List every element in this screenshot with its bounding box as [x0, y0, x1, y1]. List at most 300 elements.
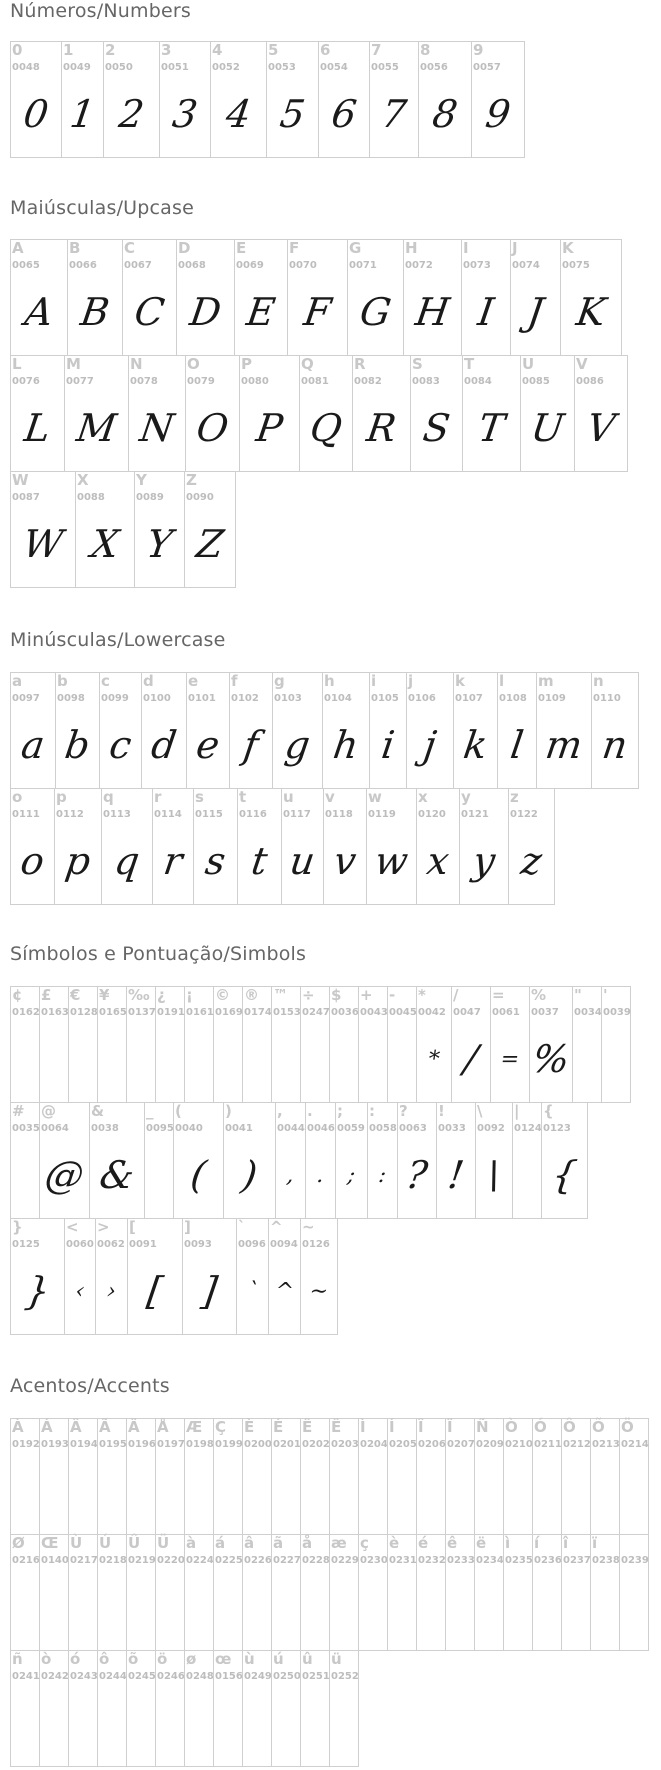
- glyph-row: [10, 1651, 649, 1767]
- glyph-sample: G: [357, 290, 394, 334]
- glyph-sample: ^: [273, 1278, 296, 1304]
- glyph-char-label: ": [574, 986, 582, 1004]
- glyph-cell: [39, 1102, 90, 1219]
- glyph-char-label: Ñ: [476, 1418, 489, 1436]
- glyph-cell: [186, 672, 230, 789]
- glyph-char-label: 7: [371, 41, 382, 59]
- glyph-char-label: 3: [161, 41, 172, 59]
- glyph-cell: [418, 41, 472, 158]
- glyph-sample: =: [499, 1046, 521, 1072]
- glyph-code-label: 0199: [215, 1439, 243, 1450]
- glyph-cell: [99, 672, 142, 789]
- glyph-sample: H: [412, 290, 453, 334]
- glyph-cell: [366, 788, 417, 905]
- glyph-row: [10, 789, 639, 905]
- glyph-cell: [185, 355, 240, 472]
- glyph-char-label: J: [512, 239, 518, 257]
- glyph-cell: [266, 41, 319, 158]
- glyph-char-label: Ê: [302, 1418, 313, 1436]
- glyph-code-label: 0126: [302, 1239, 330, 1250]
- glyph-cell: [520, 355, 575, 472]
- glyph-cell: [406, 672, 454, 789]
- glyph-char-label: å: [302, 1534, 313, 1552]
- glyph-char-label: _: [146, 1102, 154, 1120]
- glyph-cell: [89, 1102, 145, 1219]
- glyph-sample: M: [73, 406, 120, 450]
- glyph-char-label: ñ: [12, 1650, 23, 1668]
- glyph-code-label: 0089: [136, 492, 164, 503]
- glyph-cell: [471, 41, 525, 158]
- glyph-code-label: 0122: [510, 809, 538, 820]
- glyph-code-label: 0060: [66, 1239, 94, 1250]
- glyph-sample: Z: [193, 522, 227, 566]
- glyph-char-label: æ: [331, 1534, 347, 1552]
- glyph-cell: [127, 1218, 183, 1335]
- glyph-code-label: 0049: [63, 62, 91, 73]
- glyph-char-label: á: [215, 1534, 226, 1552]
- glyph-code-label: 0045: [389, 1007, 417, 1018]
- glyph-sample: 7: [378, 92, 410, 136]
- glyph-code-label: 0121: [461, 809, 489, 820]
- glyph-code-label: 0224: [186, 1555, 214, 1566]
- glyph-code-label: 0249: [244, 1671, 272, 1682]
- glyph-char-label: S: [412, 355, 423, 373]
- glyph-code-label: 0125: [12, 1239, 40, 1250]
- glyph-code-label: 0051: [161, 62, 189, 73]
- glyph-char-label: I: [463, 239, 469, 257]
- glyph-code-label: 0036: [331, 1007, 359, 1018]
- glyph-row: [10, 1219, 631, 1335]
- glyph-code-label: 0212: [563, 1439, 591, 1450]
- glyph-char-label: ,: [277, 1102, 283, 1120]
- glyph-sample: 8: [429, 92, 461, 136]
- glyph-sample: m: [542, 723, 586, 767]
- glyph-code-label: 0082: [354, 376, 382, 387]
- glyph-row: [10, 1535, 649, 1651]
- glyph-sample: Q: [307, 406, 345, 450]
- glyph-char-label: +: [360, 986, 373, 1004]
- glyph-code-label: 0191: [157, 1007, 185, 1018]
- glyph-char-label: Ç: [215, 1418, 227, 1436]
- glyph-sample: [: [144, 1269, 166, 1313]
- glyph-sample: :: [377, 1162, 388, 1188]
- glyph-sample: \: [484, 1153, 504, 1197]
- glyph-code-label: 0214: [621, 1439, 649, 1450]
- glyph-code-label: 0165: [99, 1007, 127, 1018]
- glyph-cell: [272, 672, 323, 789]
- glyph-cell: [459, 788, 509, 905]
- glyph-code-label: 0040: [175, 1123, 203, 1134]
- glyph-sample: *: [426, 1046, 442, 1072]
- glyph-char-label: Í: [389, 1418, 395, 1436]
- glyph-code-label: 0114: [154, 809, 182, 820]
- glyph-code-label: 0074: [512, 260, 540, 271]
- glyph-cell: [299, 355, 353, 472]
- glyph-sample: X: [88, 522, 122, 566]
- glyph-char-label: Q: [301, 355, 314, 373]
- glyph-char-label: À: [12, 1418, 24, 1436]
- glyph-code-label: 0075: [562, 260, 590, 271]
- glyph-sample: d: [148, 723, 180, 767]
- glyph-code-label: 0047: [453, 1007, 481, 1018]
- glyph-char-label: /: [453, 986, 459, 1004]
- glyph-char-label: $: [331, 986, 342, 1004]
- glyph-cell: [335, 1102, 368, 1219]
- glyph-sample: ): [238, 1153, 260, 1197]
- glyph-code-label: 0197: [157, 1439, 185, 1450]
- glyph-code-label: 0035: [12, 1123, 40, 1134]
- glyph-cell: [403, 239, 462, 356]
- glyph-code-label: 0065: [12, 260, 40, 271]
- glyph-code-label: 0088: [77, 492, 105, 503]
- glyph-sample: ?: [403, 1153, 431, 1197]
- glyph-code-label: 0207: [447, 1439, 475, 1450]
- glyph-char-label: ÷: [302, 986, 315, 1004]
- glyph-char-label: ì: [505, 1534, 511, 1552]
- glyph-sample: 9: [482, 92, 514, 136]
- glyph-cell: [101, 788, 153, 905]
- glyph-sample: c: [106, 723, 135, 767]
- glyph-code-label: 0128: [70, 1007, 98, 1018]
- glyph-code-label: 0109: [538, 693, 566, 704]
- glyph-char-label: Ú: [99, 1534, 112, 1552]
- glyph-cell: [560, 239, 622, 356]
- glyph-char-label: {: [543, 1102, 554, 1120]
- glyph-row: [10, 239, 628, 356]
- glyph-code-label: 0229: [331, 1555, 359, 1566]
- glyph-code-label: 0046: [307, 1123, 335, 1134]
- glyph-code-label: 0053: [268, 62, 296, 73]
- glyph-cell: [416, 986, 452, 1103]
- glyph-row: [10, 1418, 649, 1535]
- glyph-char-label: B: [69, 239, 81, 257]
- glyph-code-label: 0077: [66, 376, 94, 387]
- glyph-sample: 3: [169, 92, 201, 136]
- glyph-cell: [10, 672, 56, 789]
- glyph-sample: O: [193, 406, 232, 450]
- glyph-cell: [103, 41, 160, 158]
- glyph-char-label: #: [12, 1102, 25, 1120]
- glyph-char-label: 5: [268, 41, 279, 59]
- glyph-cell: [234, 239, 288, 356]
- glyph-cell: [619, 1418, 649, 1535]
- glyph-char-label: ï: [592, 1534, 598, 1552]
- glyph-char-label: O: [187, 355, 200, 373]
- glyph-char-label: a: [12, 672, 23, 690]
- glyph-row: [10, 672, 639, 789]
- glyph-code-label: 0234: [476, 1555, 504, 1566]
- glyph-sample: [616, 1577, 652, 1637]
- glyph-char-label: E: [236, 239, 247, 257]
- glyph-char-label: T: [464, 355, 475, 373]
- glyph-sample: `: [245, 1278, 260, 1304]
- glyph-char-label: A: [12, 239, 24, 257]
- glyph-sample: ~: [308, 1278, 330, 1304]
- section-title-lowercase: Minúsculas/Lowercase: [10, 629, 226, 651]
- glyph-code-label: 0076: [12, 376, 40, 387]
- glyph-char-label: }: [12, 1218, 23, 1236]
- glyph-cell: [10, 471, 76, 588]
- glyph-code-label: 0205: [389, 1439, 417, 1450]
- glyph-cell: [416, 788, 460, 905]
- glyph-cell: [10, 788, 55, 905]
- glyph-char-label: ™: [273, 986, 288, 1004]
- glyph-char-label: 8: [420, 41, 431, 59]
- glyph-sample: [598, 1029, 634, 1089]
- glyph-char-label: Ö: [621, 1418, 634, 1436]
- glyph-cell: [193, 788, 238, 905]
- glyph-code-label: 0216: [12, 1555, 40, 1566]
- glyph-sample: W: [20, 522, 66, 566]
- glyph-cell: [619, 1534, 649, 1651]
- glyph-char-label: :: [369, 1102, 375, 1120]
- glyph-sample: e: [193, 723, 223, 767]
- glyph-char-label: ¡: [186, 986, 193, 1004]
- section-title-symbols: Símbolos e Pontuação/Simbols: [10, 943, 307, 965]
- glyph-code-label: 0235: [505, 1555, 533, 1566]
- glyph-char-label: o: [12, 788, 23, 806]
- glyph-sample: u: [287, 839, 318, 883]
- glyph-code-label: 0104: [324, 693, 352, 704]
- glyph-sample: o: [17, 839, 48, 883]
- glyph-code-label: 0079: [187, 376, 215, 387]
- glyph-code-label: 0090: [186, 492, 214, 503]
- glyph-code-label: 0105: [371, 693, 399, 704]
- glyph-char-label: ): [225, 1102, 232, 1120]
- glyph-code-label: 0113: [103, 809, 131, 820]
- glyph-sample: q: [111, 839, 143, 883]
- glyph-code-label: 0085: [522, 376, 550, 387]
- glyph-code-label: 0140: [41, 1555, 69, 1566]
- glyph-char-label: n: [593, 672, 604, 690]
- glyph-cell: [134, 471, 185, 588]
- glyph-sample: l: [507, 723, 527, 767]
- glyph-char-label: î: [563, 1534, 569, 1552]
- glyph-code-label: 0087: [12, 492, 40, 503]
- section-title-upcase: Maiúsculas/Upcase: [10, 197, 195, 219]
- glyph-char-label: *: [418, 986, 426, 1004]
- glyph-char-label: j: [408, 672, 414, 690]
- glyph-code-label: 0236: [534, 1555, 562, 1566]
- glyph-cell: [475, 1102, 513, 1219]
- glyph-code-label: 0246: [157, 1671, 185, 1682]
- glyph-code-label: 0195: [99, 1439, 127, 1450]
- glyph-char-label: ç: [360, 1534, 369, 1552]
- glyph-sample: R: [364, 406, 399, 450]
- glyph-sample: /: [461, 1037, 481, 1081]
- glyph-code-label: 0213: [592, 1439, 620, 1450]
- glyph-code-label: 0056: [420, 62, 448, 73]
- glyph-code-label: 0092: [477, 1123, 505, 1134]
- glyph-sample: 2: [116, 92, 147, 136]
- glyph-char-label: %: [531, 986, 547, 1004]
- glyph-cell: [541, 1102, 588, 1219]
- glyph-char-label: &: [91, 1102, 105, 1120]
- glyph-code-label: 0096: [238, 1239, 266, 1250]
- glyph-code-label: 0091: [129, 1239, 157, 1250]
- glyph-cell: [268, 1218, 301, 1335]
- glyph-code-label: 0041: [225, 1123, 253, 1134]
- glyph-char-label: Ô: [563, 1418, 576, 1436]
- glyph-cell: [54, 788, 102, 905]
- glyph-code-label: 0250: [273, 1671, 301, 1682]
- glyph-char-label: !: [438, 1102, 445, 1120]
- glyph-code-label: 0093: [184, 1239, 212, 1250]
- glyph-sample: s: [202, 839, 229, 883]
- glyph-char-label: Ï: [447, 1418, 453, 1436]
- glyph-code-label: 0211: [534, 1439, 562, 1450]
- glyph-code-label: 0247: [302, 1007, 330, 1018]
- glyph-char-label: ö: [157, 1650, 168, 1668]
- glyph-sample: i: [378, 723, 398, 767]
- section-title-numbers: Números/Numbers: [10, 0, 191, 22]
- glyph-row: [10, 472, 628, 588]
- glyph-code-label: 0115: [195, 809, 223, 820]
- glyph-sample: Y: [143, 522, 176, 566]
- glyph-char-label: h: [324, 672, 335, 690]
- glyph-code-label: 0174: [244, 1007, 272, 1018]
- glyph-code-label: 0209: [476, 1439, 504, 1450]
- glyph-code-label: 0037: [531, 1007, 559, 1018]
- glyph-cell: [322, 672, 370, 789]
- glyph-char-label: Û: [128, 1534, 141, 1552]
- glyph-sample: I: [475, 290, 497, 334]
- glyph-char-label: ú: [273, 1650, 284, 1668]
- glyph-code-label: 0081: [301, 376, 329, 387]
- glyph-char-label: ‰: [128, 986, 150, 1004]
- glyph-code-label: 0241: [12, 1671, 40, 1682]
- glyph-code-label: 0119: [368, 809, 396, 820]
- glyph-code-label: 0044: [277, 1123, 305, 1134]
- glyph-code-label: 0161: [186, 1007, 214, 1018]
- glyph-char-label: .: [307, 1102, 313, 1120]
- glyph-sample: }: [22, 1269, 53, 1313]
- glyph-cell: [95, 1218, 128, 1335]
- glyph-code-label: 0106: [408, 693, 436, 704]
- glyph-code-label: 0243: [70, 1671, 98, 1682]
- glyph-sample: f: [240, 723, 262, 767]
- glyph-code-label: 0231: [389, 1555, 417, 1566]
- glyph-char-label: q: [103, 788, 114, 806]
- glyph-code-label: 0069: [236, 260, 264, 271]
- glyph-sample: %: [529, 1037, 573, 1081]
- glyph-sample: ]: [198, 1269, 220, 1313]
- glyph-sample: C: [131, 290, 168, 334]
- glyph-code-label: 0162: [12, 1007, 40, 1018]
- glyph-code-label: 0206: [418, 1439, 446, 1450]
- glyph-code-label: 0196: [128, 1439, 156, 1450]
- glyph-sample: F: [301, 290, 334, 334]
- glyph-char-label: û: [302, 1650, 313, 1668]
- glyph-code-label: 0042: [418, 1007, 446, 1018]
- glyph-code-label: 0217: [70, 1555, 98, 1566]
- glyph-row: [10, 986, 631, 1103]
- glyph-code-label: 0043: [360, 1007, 388, 1018]
- glyph-sample: a: [18, 723, 48, 767]
- glyph-sample: j: [421, 723, 439, 767]
- glyph-code-label: 0052: [212, 62, 240, 73]
- glyph-code-label: 0072: [405, 260, 433, 271]
- glyph-char-label: ù: [244, 1650, 255, 1668]
- glyph-cell: [75, 471, 135, 588]
- glyph-code-label: 0252: [331, 1671, 359, 1682]
- glyph-char-label: x: [418, 788, 428, 806]
- glyph-char-label: 9: [473, 41, 484, 59]
- glyph-code-label: 0200: [244, 1439, 272, 1450]
- glyph-char-label: >: [97, 1218, 110, 1236]
- glyph-cell: [281, 788, 324, 905]
- glyph-cell: [176, 239, 235, 356]
- glyph-code-label: 0054: [320, 62, 348, 73]
- glyph-cell: [55, 672, 100, 789]
- glyph-char-label: Ü: [157, 1534, 170, 1552]
- glyph-code-label: 0227: [273, 1555, 301, 1566]
- glyph-char-label: y: [461, 788, 471, 806]
- glyph-code-label: 0097: [12, 693, 40, 704]
- glyph-char-label: g: [274, 672, 285, 690]
- glyph-char-label: 1: [63, 41, 74, 59]
- glyph-cell: [601, 986, 631, 1103]
- glyph-cell: [10, 239, 68, 356]
- glyph-code-label: 0116: [239, 809, 267, 820]
- glyph-char-label: Å: [157, 1418, 169, 1436]
- glyph-cell: [184, 471, 236, 588]
- glyph-char-label: G: [349, 239, 362, 257]
- glyph-char-label: z: [510, 788, 519, 806]
- glyph-char-label: Œ: [41, 1534, 59, 1552]
- glyph-char-label: é: [418, 1534, 429, 1552]
- glyph-cell: [462, 355, 521, 472]
- glyph-grid-numbers: [10, 41, 525, 158]
- glyph-cell: [536, 672, 592, 789]
- glyph-cell: [10, 1218, 65, 1335]
- glyph-char-label: Y: [136, 471, 147, 489]
- glyph-code-label: 0073: [463, 260, 491, 271]
- glyph-sample: .: [315, 1162, 326, 1188]
- glyph-cell: [451, 986, 491, 1103]
- glyph-char-label: e: [188, 672, 199, 690]
- glyph-char-label: 4: [212, 41, 223, 59]
- glyph-code-label: 0066: [69, 260, 97, 271]
- glyph-code-label: 0112: [56, 809, 84, 820]
- glyph-char-label: Ã: [99, 1418, 111, 1436]
- glyph-char-label: õ: [128, 1650, 139, 1668]
- glyph-code-label: 0228: [302, 1555, 330, 1566]
- glyph-char-label: M: [66, 355, 81, 373]
- glyph-char-label: ã: [273, 1534, 284, 1552]
- glyph-code-label: 0237: [563, 1555, 591, 1566]
- glyph-code-label: 0233: [447, 1555, 475, 1566]
- glyph-char-label: s: [195, 788, 204, 806]
- glyph-cell: [329, 1650, 359, 1767]
- glyph-sample: L: [21, 406, 54, 450]
- glyph-char-label: d: [143, 672, 154, 690]
- glyph-cell: [490, 986, 530, 1103]
- glyph-code-label: 0110: [593, 693, 621, 704]
- glyph-char-label: K: [562, 239, 574, 257]
- glyph-char-label: X: [77, 471, 89, 489]
- glyph-cell: [591, 672, 639, 789]
- glyph-code-label: 0039: [603, 1007, 631, 1018]
- glyph-sample: v: [331, 839, 359, 883]
- glyph-code-label: 0120: [418, 809, 446, 820]
- glyph-sample: B: [77, 290, 113, 334]
- glyph-sample: 0: [20, 92, 52, 136]
- glyph-char-label: \: [477, 1102, 483, 1120]
- glyph-char-label: ;: [337, 1102, 343, 1120]
- glyph-char-label: R: [354, 355, 366, 373]
- glyph-char-label: w: [368, 788, 382, 806]
